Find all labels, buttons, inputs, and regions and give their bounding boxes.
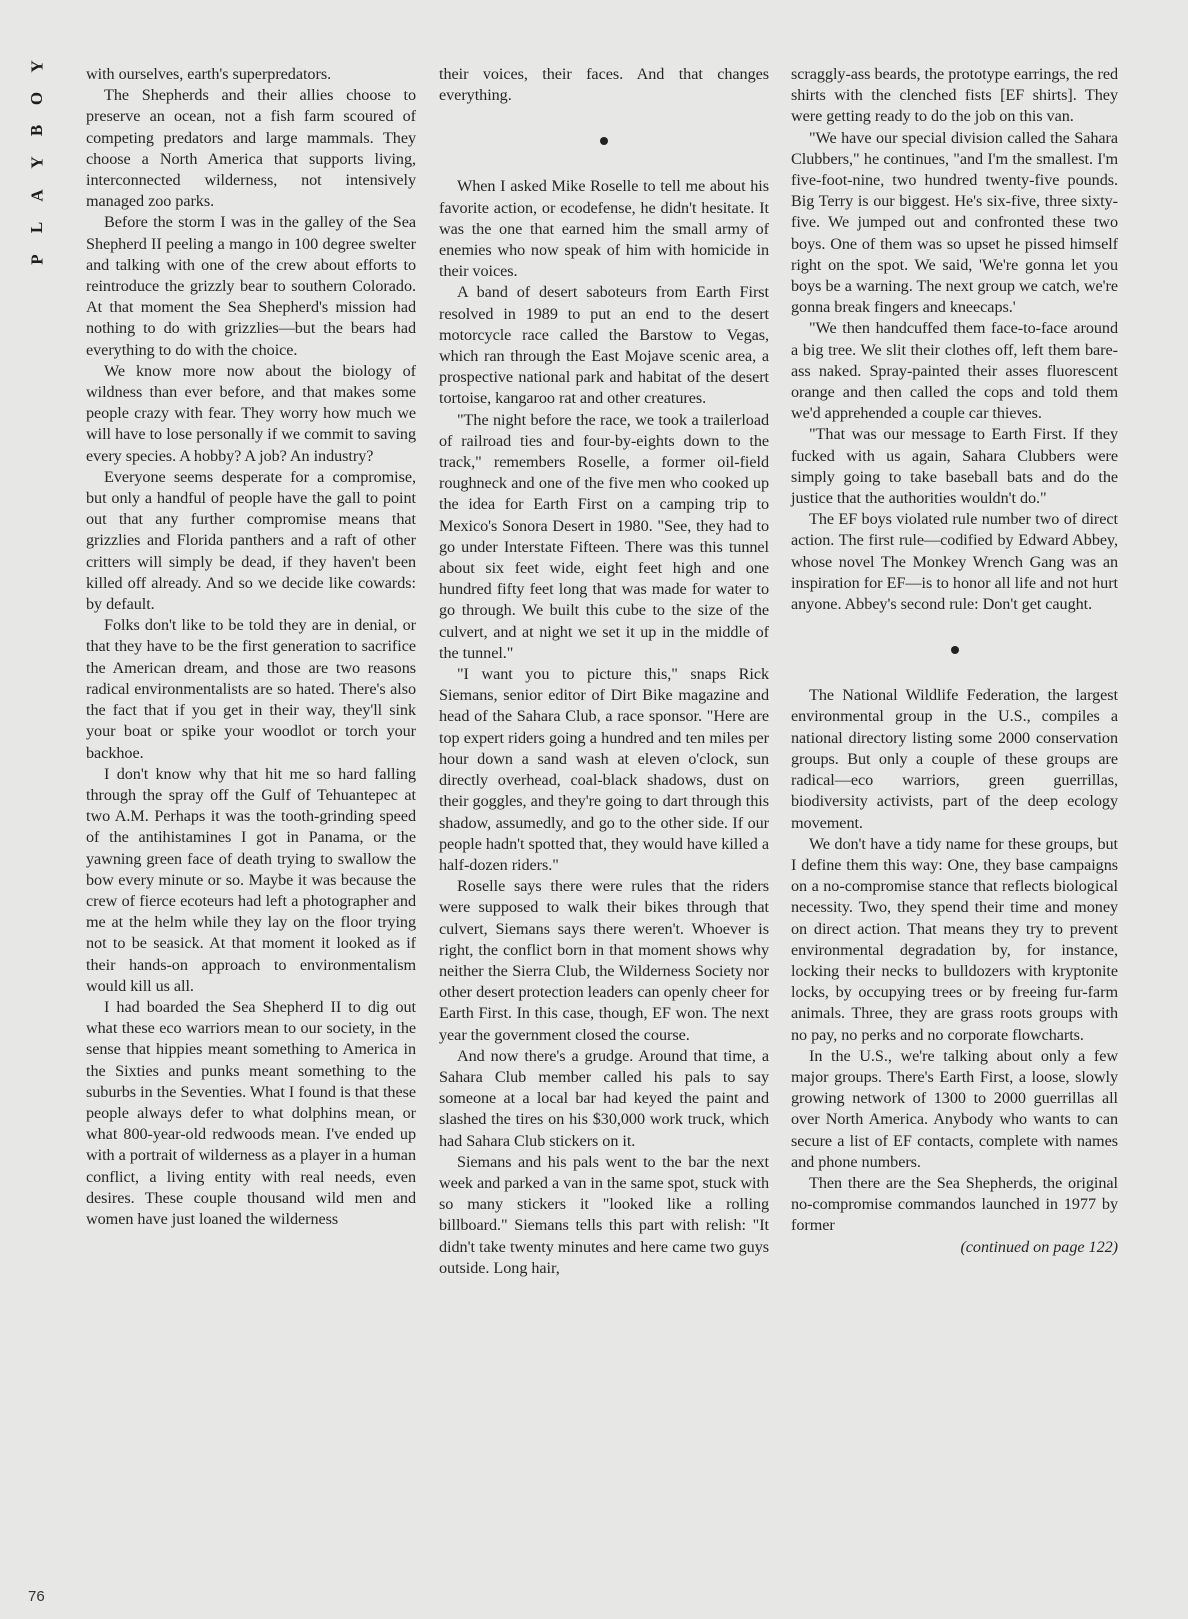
- paragraph: The EF boys violated rule number two of direct action. The first rule—codified by Edward Abbey, whose novel The Monkey Wrench Gang was an inspiration for EF—is to honor all life and not hurt anyone. Abbey's second rule: Don't get caught.: [791, 510, 1118, 614]
- paragraph: A band of desert saboteurs from Earth First resolved in 1989 to put an end to the desert motorcycle race called the Barstow to Vegas, which ran through the East Mojave scenic area, a prospective national park and habitat of the desert tortoise, kangaroo rat and other creatures.: [439, 283, 769, 408]
- logo-letter: L: [27, 221, 47, 233]
- paragraph: I had boarded the Sea Shepherd II to dig out what these eco warriors mean to our society, in the sense that hippies meant something to America in the Sixties and punks meant something to the suburbs in the Seventies. What I found is that these people always defer to what dolphins mean, or what 800-year-old redwoods mean. I've ended up with a portrait of wilderness as a player in a human conflict, a living entity with real needs, even desires. These couple thousand wild men and women have just loaned the wilderness: [86, 997, 416, 1228]
- paragraph: The National Wildlife Federation, the largest environmental group in the U.S., compiles a national directory listing some 2000 conservation groups. But only a couple of these groups are radical—eco warriors, green guerrillas, biodiversity activists, part of the deep ecology movement.: [791, 686, 1118, 832]
- section-break-bullet: [439, 106, 769, 176]
- paragraph: "We then handcuffed them face-to-face around a big tree. We slit their clothes off, left them bare-ass naked. Spray-painted their asses fluorescent orange and then called the cops and told them we'd apprehended a couple car thieves.: [791, 319, 1118, 423]
- magazine-logo: [22, 58, 52, 268]
- paragraph: We know more now about the biology of wildness than ever before, and that makes some people crazy with fear. They worry how much we will have to lose personally if we commit to saving every species. A hobby? A job? An industry?: [86, 361, 416, 465]
- logo-letter: P: [27, 254, 47, 265]
- paragraph: with ourselves, earth's superpredators.: [86, 65, 332, 83]
- article-column-3: [791, 64, 1118, 1258]
- paragraph: Siemans and his pals went to the bar the next week and parked a van in the same spot, stuck with so many stickers it "looked like a rolling billboard." Siemans tells this part with relish: "It didn't take twenty minutes and here came two guys outside. Long hair,: [439, 1152, 769, 1277]
- paragraph: Everyone seems desperate for a compromise, but only a handful of people have the gall to point out that any further compromise means that grizzlies and Florida panthers and a raft of other critters will simply be dead, if they haven't been killed off already. And so we decide like cowards: by default.: [86, 467, 416, 614]
- paragraph: "The night before the race, we took a trailerload of railroad ties and four-by-eights down to the track," remembers Roselle, a former oil-field roughneck and one of the five men who cooked up the idea for Earth First on a camping trip to Mexico's Sonora Desert in 1980. "See, they had to go under Interstate Fifteen. There was this tunnel about six feet wide, eight feet high and one hundred fifty feet long that was made for water to go through. We built this cube to the size of the culvert, and at night we set it up in the middle of the tunnel.": [439, 410, 769, 662]
- paragraph: Then there are the Sea Shepherds, the original no-compromise commandos launched in 1977 by former: [791, 1173, 1118, 1235]
- paragraph: When I asked Mike Roselle to tell me about his favorite action, or ecodefense, he didn't hesitate. It was the one that earned him the small army of enemies who now speak of him with homicide in their voices.: [439, 177, 769, 281]
- article-column-2: [439, 64, 769, 1279]
- paragraph: In the U.S., we're talking about only a few major groups. There's Earth First, a loose, slowly growing network of 1300 to 2000 guerrillas all over North America. Anybody who wants to can secure a list of EF contacts, complete with names and phone numbers.: [791, 1046, 1118, 1171]
- paragraph: The Shepherds and their allies choose to preserve an ocean, not a fish farm scoured of competing predators and large mammals. They choose a North America that supports living, interconnected wilderness, not intensively managed zoo parks.: [86, 86, 416, 211]
- logo-letter: Y: [27, 60, 47, 73]
- paragraph: their voices, their faces. And that changes everything.: [439, 65, 769, 105]
- logo-letter: Y: [27, 156, 47, 170]
- paragraph: "We have our special division called the Sahara Clubbers," he continues, "and I'm the smallest. I'm five-foot-nine, two hundred twenty-five pounds. Big Terry is our biggest. He's six-five, three sixty-five. We jumped out and confronted these two boys. One of them was so upset he pissed himself right on the spot. We said, 'We're gonna let you boys be a warning. The next group we catch, we're gonna break fingers and kneecaps.': [791, 128, 1118, 317]
- logo-letter: A: [27, 188, 47, 202]
- paragraph: I don't know why that hit me so hard falling through the spray off the Gulf of Tehuantepec at two A.M. Perhaps it was the tooth-grinding speed of the antihistamines I got in Panama, or the yawning green face of death trying to swallow the bow every minute or so. Maybe it was because the crew of fierce ecoteurs had left a photographer and me at the helm while they lay on the floor trying not to be seasick. At that moment it looked as if their hands-on approach to environmentalism would kill us all.: [86, 764, 416, 995]
- paragraph: "That was our message to Earth First. If they fucked with us again, Sahara Clubbers were simply going to take baseball bats and do the justice that the authorities wouldn't do.": [791, 425, 1118, 508]
- paragraph: Folks don't like to be told they are in denial, or that they have to be the first generation to sacrifice the American dream, and those are two reasons radical environmentalists are so hated. There's also the fact that if you get in their way, they'll sink your boat or spike your woodlot or torch your backhoe.: [86, 616, 416, 762]
- paragraph: And now there's a grudge. Around that time, a Sahara Club member called his pals to say someone at a local bar had keyed the paint and slashed the tires on his $30,000 work truck, which had Sahara Club stickers on it.: [439, 1046, 769, 1150]
- page-number: 76: [28, 1588, 45, 1605]
- paragraph: Before the storm I was in the galley of the Sea Shepherd II peeling a mango in 100 degree swelter and talking with one of the crew about efforts to reintroduce the grizzly bear to southern Colorado. At that moment the Sea Shepherd's mission had nothing to do with grizzlies—but the bears had everything to do with the choice.: [86, 213, 416, 359]
- paragraph: scraggly-ass beards, the prototype earrings, the red shirts with the clenched fists [EF shirts]. They were getting ready to do the job on this van.: [791, 65, 1118, 126]
- section-break-bullet: [791, 615, 1118, 685]
- paragraph: Roselle says there were rules that the riders were supposed to walk their bikes through that culvert, Siemans says there weren't. Whoever is right, the conflict born in that moment shows why neither the Sierra Club, the Wilderness Society nor other desert protection leaders can openly cheer for Earth First. In this case, though, EF won. The next year the government closed the course.: [439, 877, 769, 1044]
- paragraph: We don't have a tidy name for these groups, but I define them this way: One, they base campaigns on a no-compromise stance that reflects biological necessity. Two, they spend their time and money on direct action. That means they try to prevent environmental degradation by, for instance, locking their necks to bulldozers with kryptonite locks, by occupying trees or by freeing fur-farm animals. Three, they are grass roots groups with no pay, no perks and no corporate flowcharts.: [791, 834, 1118, 1044]
- continued-note: (continued on page 122): [960, 1237, 1118, 1256]
- logo-letter: B: [27, 125, 47, 137]
- article-column-1: [86, 64, 416, 1230]
- logo-letter: O: [27, 92, 47, 106]
- paragraph: "I want you to picture this," snaps Rick Siemans, senior editor of Dirt Bike magazine and head of the Sahara Club, a race sponsor. "Here are top expert riders going a hundred and ten miles per hour down a sand wash at eleven o'clock, sun directly overhead, coal-black shadows, dust on their goggles, and they're going to dart through this shadow, assumedly, and go to the other side. If our people hadn't spotted that, they would have killed a half-dozen riders.": [439, 665, 769, 874]
